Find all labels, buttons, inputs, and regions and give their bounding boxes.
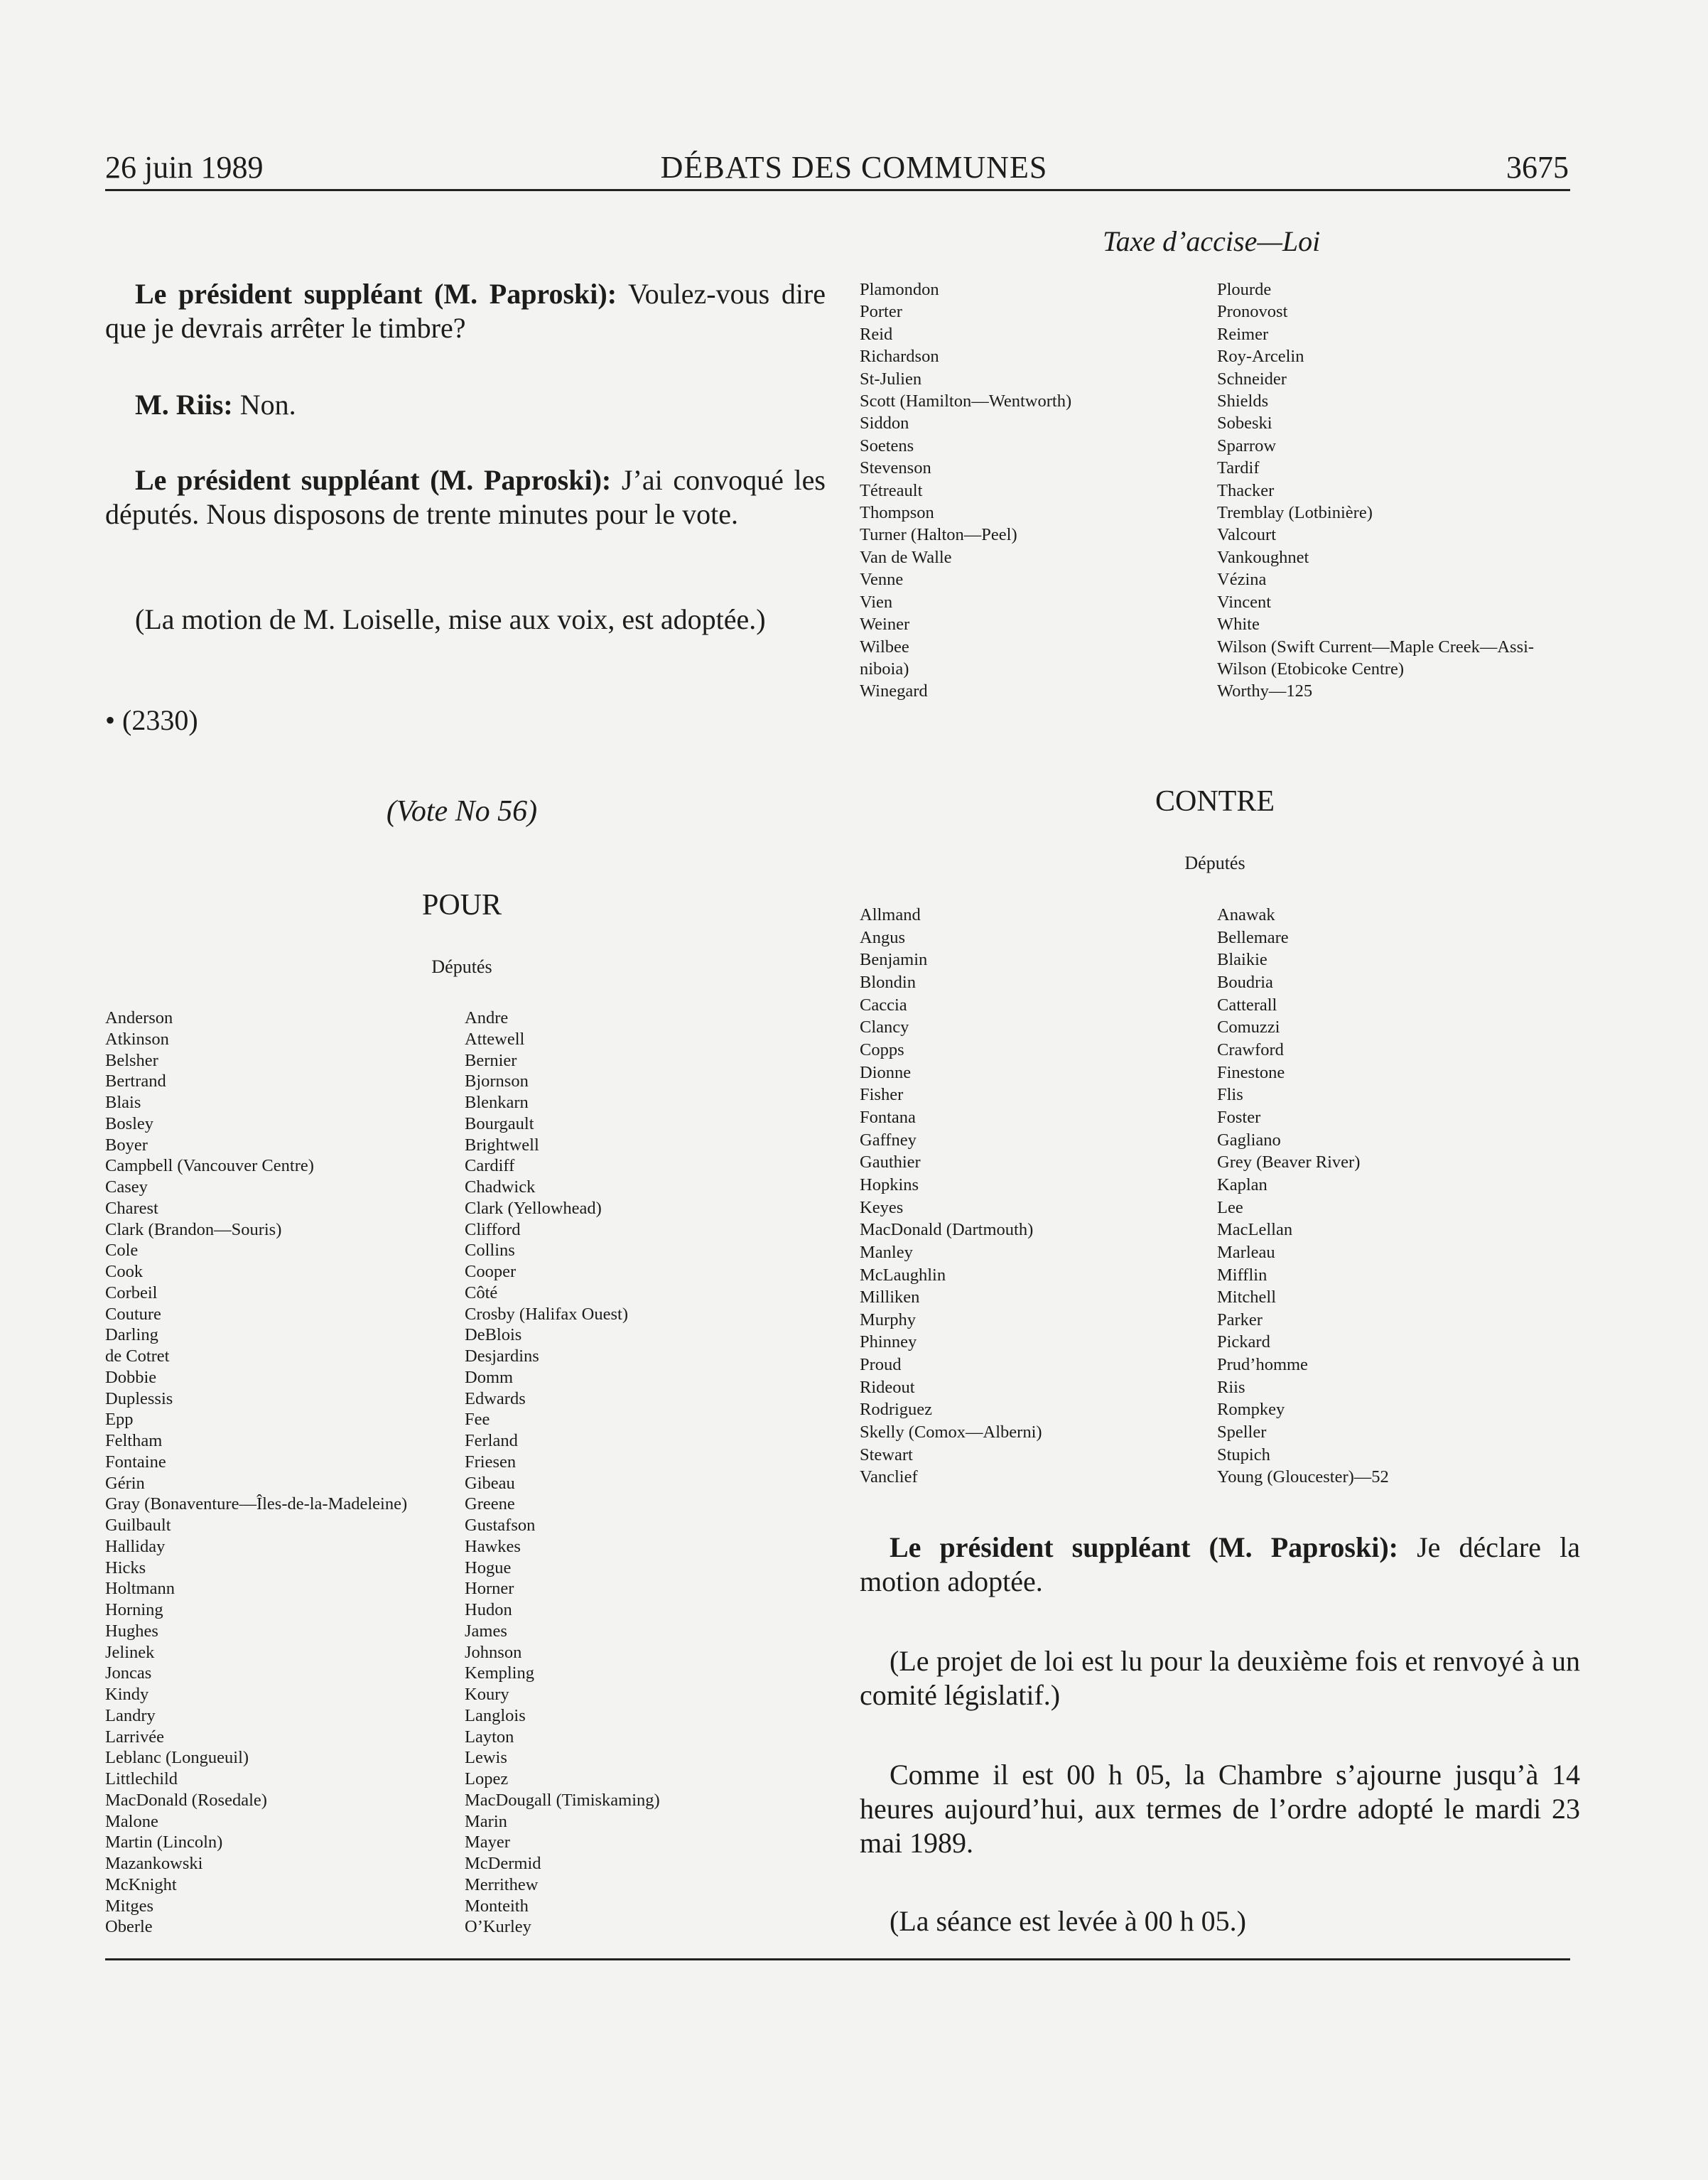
member-name: Côté: [465, 1283, 498, 1302]
member-name: Cardiff: [465, 1156, 515, 1176]
member-name: Hogue: [465, 1558, 512, 1577]
member-name: Proud: [860, 1355, 902, 1375]
header-title: DÉBATS DES COMMUNES: [660, 150, 1048, 185]
member-name: Mifflin: [1217, 1265, 1268, 1285]
member-name: Wilson (Swift Current—Maple Creek—Assi-: [1217, 637, 1535, 657]
member-name: Blenkarn: [465, 1093, 529, 1112]
contre-heading: CONTRE: [1155, 785, 1275, 818]
member-name: Comuzzi: [1217, 1018, 1280, 1037]
member-name: Clark (Brandon—Souris): [105, 1219, 282, 1239]
member-name: Fontana: [860, 1107, 916, 1127]
member-name: Plourde: [1217, 280, 1272, 299]
speech-text: Je déclare la motion adoptée.: [860, 1531, 1580, 1597]
member-name: Phinney: [860, 1332, 917, 1352]
speech-paragraph: [105, 463, 826, 531]
member-name: Boudria: [1217, 972, 1273, 992]
member-name: Landry: [105, 1705, 156, 1725]
member-name: MacLellan: [1217, 1220, 1293, 1240]
member-name: Winegard: [860, 681, 928, 701]
speaker-name: Le président suppléant (M. Paproski):: [890, 1531, 1398, 1563]
member-name: Richardson: [860, 347, 939, 367]
member-name: Flis: [1217, 1085, 1243, 1105]
member-name: Plamondon: [860, 280, 939, 299]
member-name: Gaffney: [860, 1130, 917, 1150]
member-name: Wilbee: [860, 637, 909, 657]
member-name: Horner: [465, 1579, 514, 1599]
member-name: Horning: [105, 1600, 163, 1619]
speaker-name: M. Riis:: [135, 389, 233, 421]
procedural-note: (Le projet de loi est lu pour la deuxième fois et renvoyé à un comité législatif.): [860, 1645, 1580, 1711]
pour-list-col2: [465, 1008, 660, 1938]
member-name: Collins: [465, 1241, 515, 1261]
member-name: Stupich: [1217, 1445, 1270, 1464]
member-name: St-Julien: [860, 369, 922, 389]
member-name: James: [465, 1621, 507, 1641]
member-name: Feltham: [105, 1431, 163, 1450]
member-name: McKnight: [105, 1874, 177, 1894]
member-name: Benjamin: [860, 950, 928, 970]
member-name: Littlechild: [105, 1769, 178, 1788]
member-name: Clancy: [860, 1018, 909, 1037]
member-name: Kempling: [465, 1663, 534, 1683]
member-name: Hughes: [105, 1621, 158, 1641]
member-name: Desjardins: [465, 1347, 539, 1366]
member-name: Lee: [1217, 1197, 1243, 1217]
member-name: Langlois: [465, 1705, 526, 1725]
member-name: Vincent: [1217, 592, 1272, 612]
member-name: Hicks: [105, 1558, 146, 1577]
member-name: Ferland: [465, 1431, 518, 1450]
member-name: Epp: [105, 1410, 134, 1430]
member-name: Catterall: [1217, 995, 1277, 1015]
contre-list-col1: [860, 904, 1042, 1489]
member-name: Guilbault: [105, 1516, 171, 1535]
member-name: Merrithew: [465, 1874, 539, 1894]
member-name: Dobbie: [105, 1367, 157, 1387]
member-name: Marleau: [1217, 1242, 1275, 1262]
member-name: Schneider: [1217, 369, 1287, 389]
member-name: Vien: [860, 592, 893, 612]
member-name: Shields: [1217, 392, 1269, 411]
time-marker: • (2330): [105, 704, 198, 736]
member-name: de Cotret: [105, 1347, 170, 1366]
member-name: Sobeski: [1217, 414, 1272, 433]
member-name: Anawak: [1217, 905, 1275, 924]
member-name: Allmand: [860, 905, 921, 924]
member-name: Riis: [1217, 1377, 1245, 1397]
member-name: Reid: [860, 324, 893, 344]
member-name: Weiner: [860, 615, 910, 635]
member-name: Mitchell: [1217, 1288, 1277, 1307]
member-name: Rodriguez: [860, 1400, 933, 1420]
member-name: Cook: [105, 1262, 144, 1281]
member-name: Domm: [465, 1367, 514, 1387]
member-name: Finestone: [1217, 1062, 1285, 1082]
member-name: Vankoughnet: [1217, 547, 1309, 567]
member-name: Fee: [465, 1410, 490, 1430]
member-name: Malone: [105, 1811, 158, 1831]
member-name: Attewell: [465, 1029, 525, 1049]
member-name: Murphy: [860, 1310, 916, 1329]
member-name: niboia): [860, 659, 909, 679]
member-name: Boyer: [105, 1135, 148, 1155]
member-name: Pickard: [1217, 1332, 1270, 1352]
member-name: Duplessis: [105, 1388, 173, 1408]
member-name: Young (Gloucester)—52: [1217, 1467, 1389, 1487]
member-name: Stevenson: [860, 458, 931, 478]
contre-subheading: Députés: [1184, 853, 1245, 873]
member-name: Edwards: [465, 1388, 526, 1408]
member-name: Stewart: [860, 1445, 913, 1464]
member-name: Mayer: [465, 1833, 510, 1852]
member-name: Prud’homme: [1217, 1355, 1308, 1375]
member-name: Manley: [860, 1242, 913, 1262]
member-name: Roy-Arcelin: [1217, 347, 1304, 367]
speech-paragraph: [105, 388, 826, 422]
speech-text: J’ai convoqué les députés. Nous disposons de trente minutes pour le vote.: [105, 464, 826, 530]
member-name: Tremblay (Lotbinière): [1217, 503, 1373, 523]
member-name: Chadwick: [465, 1177, 536, 1197]
member-name: Venne: [860, 570, 904, 590]
member-name: Reimer: [1217, 324, 1269, 344]
member-name: Marin: [465, 1811, 507, 1831]
member-name: Leblanc (Longueuil): [105, 1748, 249, 1768]
member-name: Hopkins: [860, 1175, 919, 1194]
pour-continued-col2: [1217, 279, 1534, 703]
member-name: Rideout: [860, 1377, 915, 1397]
member-name: Charest: [105, 1198, 158, 1218]
member-name: Blondin: [860, 972, 916, 992]
member-name: Scott (Hamilton—Wentworth): [860, 392, 1072, 411]
member-name: Lewis: [465, 1748, 507, 1768]
member-name: White: [1217, 615, 1260, 635]
member-name: Blaikie: [1217, 950, 1268, 970]
member-name: Larrivée: [105, 1727, 164, 1747]
speech-text: Voulez-vous dire que je devrais arrêter le timbre?: [105, 278, 826, 344]
adjournment-paragraph: Comme il est 00 h 05, la Chambre s’ajourne jusqu’à 14 heures aujourd’hui, aux termes de l’ordre adopté le mardi 23 mai 1989.: [860, 1759, 1580, 1859]
page-number: 3675: [1506, 150, 1569, 185]
member-name: Crawford: [1217, 1040, 1284, 1059]
member-name: Soetens: [860, 436, 914, 455]
member-name: Milliken: [860, 1288, 920, 1307]
member-name: Parker: [1217, 1310, 1263, 1329]
member-name: Van de Walle: [860, 547, 952, 567]
speech-text: Non.: [232, 389, 296, 421]
procedural-note: (La séance est levée à 00 h 05.): [890, 1905, 1246, 1937]
member-name: Tardif: [1217, 458, 1260, 478]
member-name: Friesen: [465, 1452, 517, 1472]
member-name: Skelly (Comox—Alberni): [860, 1423, 1042, 1442]
member-name: Bellemare: [1217, 927, 1289, 947]
member-name: Brightwell: [465, 1135, 539, 1155]
member-name: Siddon: [860, 414, 909, 433]
member-name: Foster: [1217, 1107, 1261, 1127]
member-name: Clifford: [465, 1219, 521, 1239]
member-name: Angus: [860, 927, 905, 947]
pour-list-col1: [105, 1008, 407, 1938]
member-name: McDermid: [465, 1854, 541, 1873]
contre-list-col2: [1217, 904, 1389, 1489]
member-name: Porter: [860, 302, 902, 322]
member-name: Gray (Bonaventure—Îles-de-la-Madeleine): [105, 1494, 408, 1514]
pour-heading: POUR: [421, 889, 502, 922]
member-name: Lopez: [465, 1769, 509, 1788]
vote-title: (Vote No 56): [386, 795, 538, 828]
member-name: Kaplan: [1217, 1175, 1268, 1194]
running-title: Taxe d’accise—Loi: [1103, 225, 1321, 257]
member-name: Crosby (Halifax Ouest): [465, 1304, 628, 1324]
member-name: Turner (Halton—Peel): [860, 525, 1017, 545]
member-name: Bernier: [465, 1050, 517, 1070]
member-name: Martin (Lincoln): [105, 1833, 223, 1852]
member-name: Valcourt: [1217, 525, 1276, 545]
member-name: Corbeil: [105, 1283, 158, 1302]
member-name: Holtmann: [105, 1579, 175, 1599]
member-name: O’Kurley: [465, 1917, 531, 1937]
member-name: Hawkes: [465, 1536, 521, 1556]
member-name: Bertrand: [105, 1072, 166, 1091]
member-name: Blais: [105, 1093, 141, 1112]
member-name: Joncas: [105, 1663, 152, 1683]
pour-continued-col1: [860, 279, 1071, 703]
member-name: McLaughlin: [860, 1265, 946, 1285]
member-name: Johnson: [465, 1642, 522, 1662]
member-name: Anderson: [105, 1008, 173, 1027]
member-name: Thompson: [860, 503, 934, 523]
speech-paragraph: [105, 277, 826, 345]
member-name: Wilson (Etobicoke Centre): [1217, 659, 1404, 679]
member-name: Darling: [105, 1325, 158, 1345]
member-name: Vanclief: [860, 1467, 918, 1487]
member-name: Gibeau: [465, 1473, 515, 1493]
member-name: Layton: [465, 1727, 514, 1747]
member-name: Jelinek: [105, 1642, 155, 1662]
member-name: Greene: [465, 1494, 515, 1514]
member-name: Monteith: [465, 1896, 529, 1916]
member-name: Fisher: [860, 1085, 904, 1105]
member-name: Cooper: [465, 1262, 517, 1281]
member-name: Halliday: [105, 1536, 166, 1556]
member-name: Bosley: [105, 1113, 154, 1133]
member-name: Rompkey: [1217, 1400, 1285, 1420]
member-name: Worthy—125: [1217, 681, 1313, 701]
member-name: Belsher: [105, 1050, 158, 1070]
member-name: Hudon: [465, 1600, 512, 1619]
procedural-note: (La motion de M. Loiselle, mise aux voix, est adoptée.): [135, 603, 766, 635]
member-name: Dionne: [860, 1062, 912, 1082]
member-name: DeBlois: [465, 1325, 522, 1345]
member-name: Oberle: [105, 1917, 153, 1937]
member-name: Gagliano: [1217, 1130, 1281, 1150]
header-rule: [105, 189, 1570, 191]
member-name: Clark (Yellowhead): [465, 1198, 602, 1218]
member-name: MacDonald (Rosedale): [105, 1790, 267, 1810]
footer-rule: [105, 1958, 1570, 1960]
member-name: Kindy: [105, 1685, 149, 1704]
member-name: Atkinson: [105, 1029, 169, 1049]
member-name: Cole: [105, 1241, 139, 1261]
member-name: Gustafson: [465, 1516, 536, 1535]
member-name: Sparrow: [1217, 436, 1277, 455]
member-name: Fontaine: [105, 1452, 166, 1472]
member-name: Caccia: [860, 995, 907, 1015]
pour-subheading: Députés: [431, 956, 492, 977]
speech-paragraph: [860, 1531, 1580, 1599]
member-name: Bourgault: [465, 1113, 534, 1133]
member-name: Campbell (Vancouver Centre): [105, 1156, 314, 1176]
header-date: 26 juin 1989: [105, 150, 264, 185]
member-name: Andre: [465, 1008, 509, 1027]
member-name: Tétreault: [860, 480, 923, 500]
member-name: Thacker: [1217, 480, 1275, 500]
member-name: Bjornson: [465, 1072, 529, 1091]
member-name: Gérin: [105, 1473, 145, 1493]
speaker-name: Le président suppléant (M. Paproski):: [135, 464, 612, 496]
speaker-name: Le président suppléant (M. Paproski):: [135, 278, 617, 310]
member-name: Copps: [860, 1040, 904, 1059]
member-name: Pronovost: [1217, 302, 1288, 322]
member-name: Mazankowski: [105, 1854, 203, 1873]
member-name: Speller: [1217, 1423, 1267, 1442]
member-name: Couture: [105, 1304, 161, 1324]
member-name: Casey: [105, 1177, 148, 1197]
member-name: MacDougall (Timiskaming): [465, 1790, 660, 1810]
member-name: Keyes: [860, 1197, 904, 1217]
member-name: Koury: [465, 1685, 509, 1704]
member-name: Vézina: [1217, 570, 1267, 590]
member-name: Grey (Beaver River): [1217, 1153, 1361, 1172]
member-name: MacDonald (Dartmouth): [860, 1220, 1034, 1240]
member-name: Gauthier: [860, 1153, 921, 1172]
member-name: Mitges: [105, 1896, 154, 1916]
